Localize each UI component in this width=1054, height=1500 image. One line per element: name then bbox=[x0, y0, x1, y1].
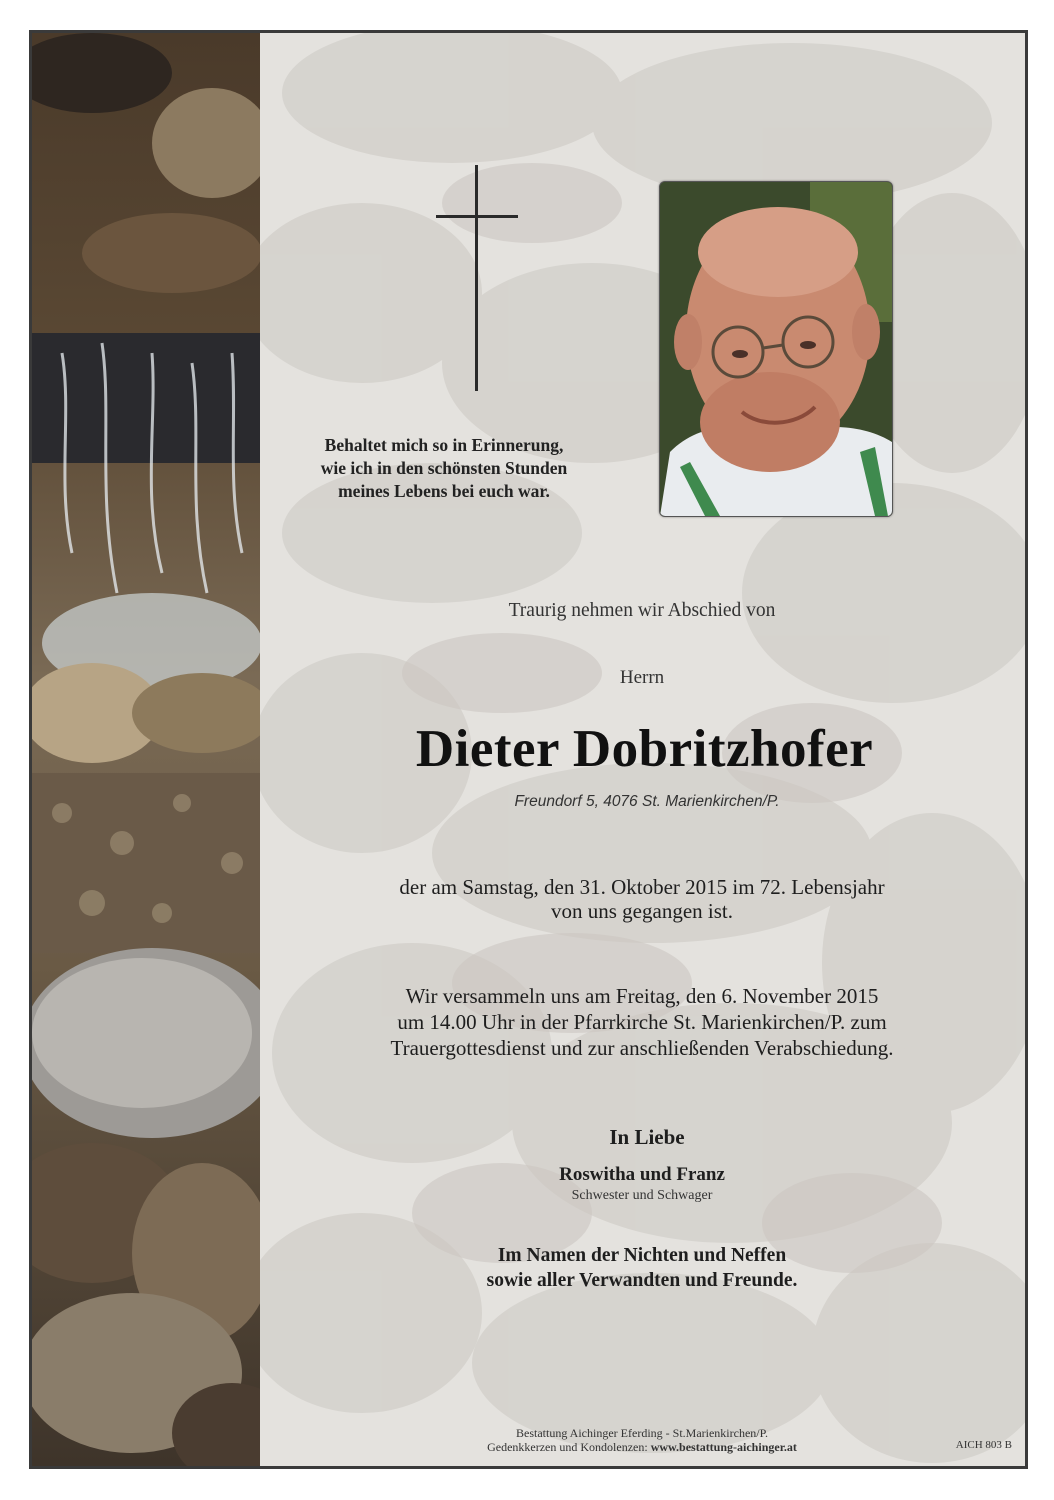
ceremony-line: um 14.00 Uhr in der Pfarrkirche St. Marienkirchen/P. zum bbox=[397, 1010, 887, 1034]
portrait-photo bbox=[659, 181, 893, 517]
mourner-names: Roswitha und Franz bbox=[559, 1164, 725, 1185]
ceremony-notice bbox=[352, 983, 932, 1061]
in-love-heading: In Liebe bbox=[609, 1125, 685, 1149]
obituary-card bbox=[29, 30, 1028, 1469]
passing-notice bbox=[352, 875, 932, 923]
ceremony-line: Wir versammeln uns am Freitag, den 6. November 2015 bbox=[405, 984, 879, 1008]
funeral-home-name: Bestattung Aichinger Eferding - St.Marienkirchen/P. bbox=[516, 1426, 768, 1440]
condolence-line bbox=[462, 1440, 822, 1454]
deceased-address: Freundorf 5, 4076 St. Marienkirchen/P. bbox=[514, 793, 780, 810]
ceremony-line: Trauergottesdienst und zur anschließenden Verabschiedung. bbox=[390, 1036, 894, 1060]
website-link[interactable]: www.bestattung-aichinger.at bbox=[650, 1440, 797, 1454]
card-code: AICH 803 B bbox=[955, 1439, 1012, 1451]
salutation: Herrn bbox=[619, 667, 665, 688]
memorial-quote bbox=[294, 434, 594, 503]
quote-line: Behaltet mich so in Erinnerung, bbox=[324, 435, 564, 455]
funeral-home-footer bbox=[462, 1426, 822, 1454]
card-content bbox=[32, 33, 1025, 1466]
mourner-relation: Schwester und Schwager bbox=[571, 1188, 713, 1203]
condolence-label: Gedenkkerzen und Kondolenzen: bbox=[487, 1440, 648, 1454]
closing-line: sowie aller Verwandten und Freunde. bbox=[486, 1270, 798, 1291]
passing-line: der am Samstag, den 31. Oktober 2015 im 72. Lebensjahr bbox=[399, 875, 885, 899]
closing-line: Im Namen der Nichten und Neffen bbox=[497, 1245, 787, 1266]
quote-line: wie ich in den schönsten Stunden bbox=[320, 458, 568, 478]
closing-statement bbox=[432, 1243, 852, 1293]
deceased-name: Dieter Dobritzhofer bbox=[415, 720, 874, 778]
quote-line: meines Lebens bei euch war. bbox=[338, 481, 550, 501]
cross-icon bbox=[434, 165, 520, 391]
farewell-intro: Traurig nehmen wir Abschied von bbox=[508, 600, 776, 621]
passing-line: von uns gegangen ist. bbox=[551, 899, 733, 923]
